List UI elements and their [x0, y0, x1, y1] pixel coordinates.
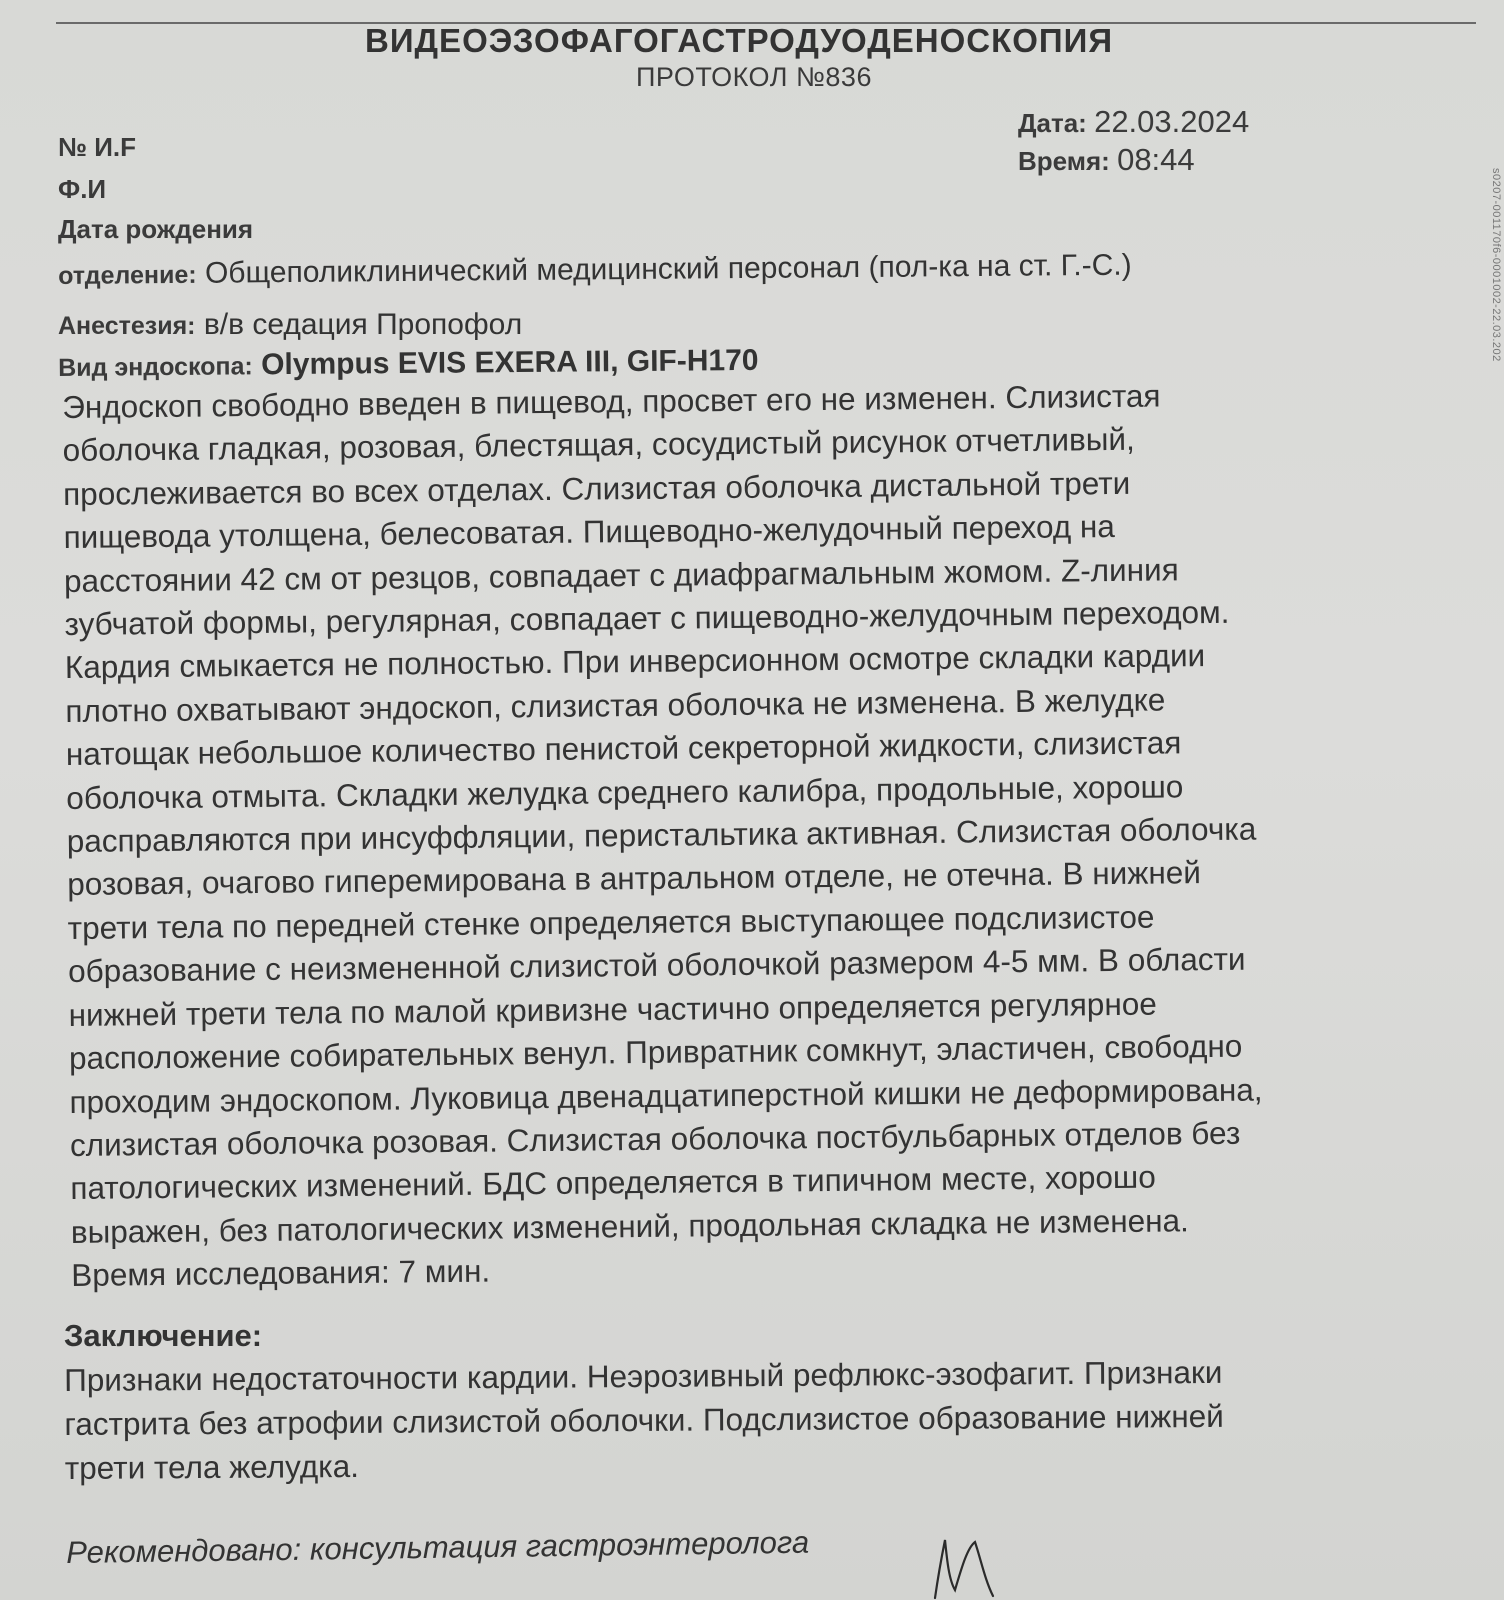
anesthesia-label: Анестезия:	[58, 312, 196, 340]
findings-line: Эндоскоп свободно введен в пищевод, просвет его не изменен. Слизистая	[62, 377, 1161, 425]
conclusion-line: трети тела желудка.	[64, 1447, 360, 1486]
time-value: 08:44	[1117, 142, 1195, 177]
date-label: Дата:	[1018, 108, 1087, 138]
protocol-number: ПРОТОКОЛ №836	[636, 62, 872, 92]
findings-line: оболочка отмыта. Складки желудка среднего калибра, продольные, хорошо	[66, 767, 1184, 816]
findings-line: трети тела по передней стенке определяется выступающее подслизистое	[67, 898, 1155, 946]
findings-line: слизистая оболочка розовая. Слизистая оболочка постбульбарных отделов без	[69, 1114, 1241, 1163]
endoscope-label: Вид эндоскопа:	[58, 352, 253, 382]
findings-line: оболочка гладкая, розовая, блестящая, сосудистый рисунок отчетливый,	[62, 421, 1135, 469]
findings-line: проходим эндоскопом. Луковица двенадцатиперстной кишки не деформирована,	[69, 1070, 1263, 1120]
time-row	[1018, 142, 1195, 178]
document-title: ВИДЕОЭЗОФАГОГАСТРОДУОДЕНОСКОПИЯ	[365, 22, 1114, 59]
patient-name-label: Ф.И	[58, 174, 107, 204]
findings-line: расположение собирательных венул. Привратник сомкнут, эластичен, свободно	[68, 1027, 1243, 1077]
findings-line: образование с неизмененной слизистой оболочкой размером 4-5 мм. В области	[67, 940, 1246, 990]
time-label: Время:	[1018, 146, 1110, 176]
findings-line: выражен, без патологических изменений, продольная складка не изменена.	[70, 1201, 1189, 1250]
conclusion-title: Заключение:	[64, 1318, 263, 1353]
anesthesia-row	[58, 308, 522, 342]
patient-id-label: № И.F	[58, 132, 136, 162]
findings-line: зубчатой формы, регулярная, совпадает с пищеводно-желудочным переходом.	[64, 593, 1230, 643]
department-label: отделение:	[58, 260, 197, 290]
side-code: s0207-001170f6-0001002-22.03.202	[1490, 168, 1502, 362]
findings-line: плотно охватывают эндоскоп, слизистая оболочка не изменена. В желудке	[65, 681, 1166, 729]
recommendation: Рекомендовано: консультация гастроэнтеролога	[66, 1524, 810, 1570]
endoscope-value: Olympus EVIS EXERA III, GIF-H170	[260, 343, 759, 382]
endoscope-row	[58, 344, 759, 384]
findings-line: натощак небольшое количество пенистой секреторной жидкости, слизистая	[65, 724, 1182, 773]
conclusion-line: Признаки недостаточности кардии. Неэрозивный рефлюкс-эзофагит. Признаки	[64, 1353, 1223, 1398]
findings-line: нижней трети тела по малой кривизне частично определяется регулярное	[68, 985, 1157, 1033]
conclusion-line: гастрита без атрофии слизистой оболочки. Подслизистое образование нижней	[64, 1397, 1224, 1442]
signature-scribble	[915, 1530, 1025, 1600]
findings-line: прослеживается во всех отделах. Слизистая оболочка дистальной трети	[62, 464, 1131, 512]
findings-text	[62, 371, 1481, 1297]
date-row	[1018, 104, 1249, 140]
findings-line: патологических изменений. БДС определяется в типичном месте, хорошо	[70, 1158, 1156, 1207]
department-row	[58, 249, 1132, 292]
conclusion-text	[64, 1348, 1465, 1490]
findings-line: розовая, очагово гиперемирована в антральном отделе, не отечна. В нижней	[67, 854, 1202, 903]
findings-line: расстоянии 42 см от резцов, совпадает с диафрагмальным жомом. Z-линия	[63, 550, 1179, 599]
department-value: Общеполиклинический медицинский персонал (пол-ка на ст. Г.-С.)	[204, 248, 1132, 290]
anesthesia-value: в/в седация Пропофол	[203, 308, 523, 341]
findings-line: Кардия смыкается не полностью. При инверсионном осмотре складки кардии	[64, 637, 1206, 686]
findings-line: Время исследования: 7 мин.	[71, 1252, 491, 1294]
findings-line: расправляются при инсуффляции, перистальтика активная. Слизистая оболочка	[66, 810, 1257, 860]
date-value: 22.03.2024	[1094, 104, 1250, 139]
birthdate-label: Дата рождения	[58, 214, 254, 244]
findings-line: пищевода утолщена, белесоватая. Пищеводно-желудочный переход на	[63, 508, 1116, 556]
